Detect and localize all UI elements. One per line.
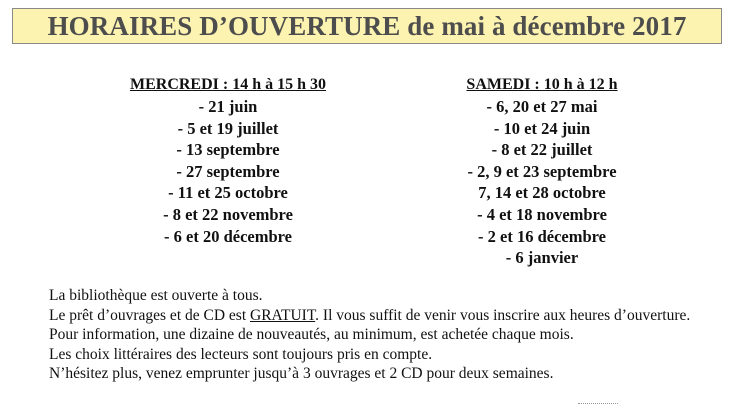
paragraph-free-loan xyxy=(15,306,735,326)
free-highlight: GRATUIT xyxy=(250,306,316,324)
paragraph-reader-choices: Les choix littéraires des lecteurs sont toujours pris en compte. xyxy=(49,345,433,363)
saturday-date: - 10 et 24 juin xyxy=(493,118,591,138)
wednesday-date: - 6 et 20 décembre xyxy=(164,226,292,246)
wednesday-date: - 5 et 19 juillet xyxy=(177,118,279,138)
saturday-schedule xyxy=(432,75,652,269)
wednesday-header: MERCREDI : 14 h à 15 h 30 xyxy=(129,76,326,93)
saturday-date: - 8 et 22 juillet xyxy=(491,140,593,160)
title-banner xyxy=(12,8,722,44)
paragraph-free-loan-start: Le prêt d’ouvrages et de CD est xyxy=(49,306,251,324)
saturday-date: - 2, 9 et 23 septembre xyxy=(467,161,617,181)
wednesday-date: - 21 juin xyxy=(198,97,258,116)
paragraph-borrow-limit: N’hésitez plus, venez emprunter jusqu’à 3 ouvrages et 2 CD pour deux semaines. xyxy=(49,365,554,383)
info-paragraphs xyxy=(15,286,735,384)
paragraph-open-to-all: La bibliothèque est ouverte à tous. xyxy=(49,287,263,304)
saturday-date: - 2 et 16 décembre xyxy=(478,226,606,246)
saturday-header: SAMEDI : 10 h à 12 h xyxy=(466,76,618,93)
paragraph-free-loan-end: . Il vous suffit de venir vous inscrire aux heures d’ouverture. xyxy=(315,306,691,324)
page-title: HORAIRES D’OUVERTURE de mai à décembre 2017 xyxy=(47,10,687,41)
wednesday-date: - 27 septembre xyxy=(176,161,280,181)
wednesday-schedule xyxy=(112,75,344,247)
saturday-date: - 4 et 18 novembre xyxy=(477,204,607,224)
wednesday-date: - 8 et 22 novembre xyxy=(163,204,293,224)
saturday-date: 7, 14 et 28 octobre xyxy=(478,183,606,203)
saturday-date: - 6 janvier xyxy=(505,248,579,268)
wednesday-date: - 11 et 25 octobre xyxy=(168,183,288,203)
paragraph-new-arrivals: Pour information, une dizaine de nouveautés, au minimum, est achetée chaque mois. xyxy=(49,326,574,344)
wednesday-date: - 13 septembre xyxy=(176,140,280,160)
saturday-date: - 6, 20 et 27 mai xyxy=(486,97,598,116)
